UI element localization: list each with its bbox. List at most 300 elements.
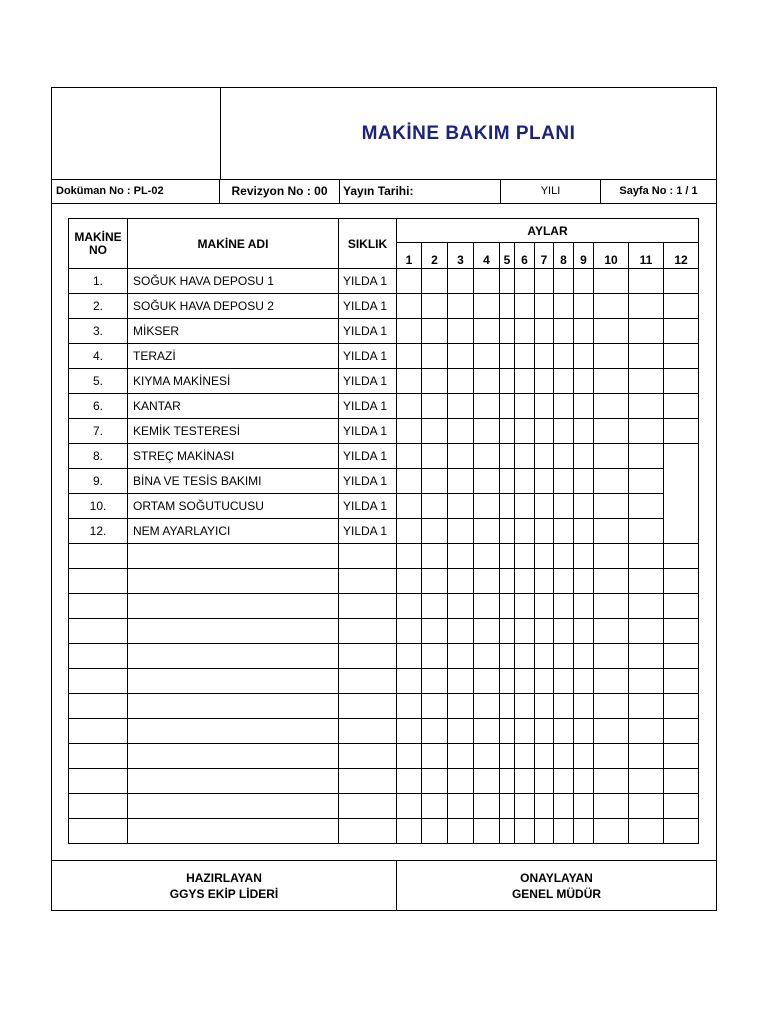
month-cell [422,419,448,444]
table-row [69,294,699,319]
month-cell [664,369,699,394]
month-cell [574,819,594,844]
machine-no-cell: 9. [69,469,128,494]
month-cell [500,394,515,419]
month-cell [397,669,422,694]
month-cell [474,569,500,594]
month-cell [515,769,535,794]
month-cell [629,819,664,844]
month-cell [500,319,515,344]
machine-name-cell [128,694,339,719]
month-cell [554,444,574,469]
month-cell [448,294,474,319]
month-cell [515,394,535,419]
month-cell [515,519,535,544]
month-cell [664,594,699,619]
month-cell [664,444,699,544]
machine-name-cell [128,594,339,619]
month-cell [515,269,535,294]
month-cell [500,644,515,669]
month-cell [397,794,422,819]
month-cell [664,694,699,719]
month-cell [594,644,629,669]
table-row [69,344,699,369]
month-cell [535,444,554,469]
month-cell [664,644,699,669]
month-cell [574,469,594,494]
month-cell [554,319,574,344]
machine-no-cell [69,819,128,844]
machine-no-cell: 7. [69,419,128,444]
month-cell [574,669,594,694]
machine-no-cell: 1. [69,269,128,294]
month-cell [535,694,554,719]
month-cell [422,319,448,344]
month-cell [474,269,500,294]
month-cell [500,444,515,469]
month-cell [397,644,422,669]
header-month: 2 [422,243,448,269]
month-cell [515,494,535,519]
month-cell [629,644,664,669]
month-cell [629,519,664,544]
month-cell [500,794,515,819]
month-cell [515,444,535,469]
month-cell [574,544,594,569]
month-cell [594,744,629,769]
header-month: 3 [448,243,474,269]
header-month: 8 [554,243,574,269]
month-cell [448,694,474,719]
month-cell [500,619,515,644]
month-cell [397,619,422,644]
prepared-by-block [52,861,397,911]
month-cell [448,519,474,544]
month-cell [422,494,448,519]
month-cell [397,594,422,619]
month-cell [594,469,629,494]
month-cell [397,469,422,494]
month-cell [594,569,629,594]
month-cell [500,519,515,544]
month-cell [554,494,574,519]
month-cell [594,419,629,444]
frequency-cell [339,819,397,844]
machine-name-cell: TERAZİ [128,344,339,369]
frequency-cell: YILDA 1 [339,419,397,444]
month-cell [535,544,554,569]
machine-name-cell [128,794,339,819]
month-cell [664,669,699,694]
machine-name-cell: KANTAR [128,394,339,419]
month-cell [515,619,535,644]
frequency-cell: YILDA 1 [339,494,397,519]
month-cell [574,294,594,319]
machine-no-cell [69,694,128,719]
month-cell [515,594,535,619]
month-cell [574,694,594,719]
machine-name-cell: ORTAM SOĞUTUCUSU [128,494,339,519]
month-cell [422,669,448,694]
month-cell [535,569,554,594]
month-cell [397,269,422,294]
month-cell [500,594,515,619]
logo-area [52,88,221,179]
month-cell [554,369,574,394]
month-cell [574,644,594,669]
frequency-cell: YILDA 1 [339,319,397,344]
table-row [69,619,699,644]
month-cell [422,344,448,369]
month-cell [574,419,594,444]
month-cell [629,594,664,619]
month-cell [629,294,664,319]
month-cell [629,444,664,469]
month-cell [629,769,664,794]
table-row [69,769,699,794]
month-cell [629,494,664,519]
month-cell [574,594,594,619]
table-row [69,419,699,444]
month-cell [574,769,594,794]
month-cell [515,369,535,394]
header-month: 7 [535,243,554,269]
header-machine-no [69,219,128,269]
month-cell [554,294,574,319]
month-cell [535,494,554,519]
month-cell [535,469,554,494]
month-cell [474,444,500,469]
table-header-row [69,219,699,243]
month-cell [474,369,500,394]
month-cell [574,794,594,819]
month-cell [554,569,574,594]
month-cell [629,344,664,369]
frequency-cell: YILDA 1 [339,269,397,294]
machine-no-cell [69,544,128,569]
month-cell [474,544,500,569]
month-cell [629,469,664,494]
approved-by-block [397,861,716,911]
month-cell [474,769,500,794]
month-cell [554,344,574,369]
machine-name-cell: KEMİK TESTERESİ [128,419,339,444]
month-cell [500,344,515,369]
month-cell [422,369,448,394]
month-cell [474,394,500,419]
month-cell [397,444,422,469]
month-cell [500,494,515,519]
approved-title: ONAYLAYAN [520,871,593,885]
header-machine-no-line1: MAKİNE [74,229,122,244]
month-cell [594,769,629,794]
month-cell [422,744,448,769]
month-cell [554,794,574,819]
month-cell [422,719,448,744]
table-row [69,544,699,569]
month-cell [629,394,664,419]
month-cell [397,519,422,544]
document-number: Doküman No : PL-02 [52,179,220,203]
month-cell [448,669,474,694]
page-number: Sayfa No : 1 / 1 [619,185,698,197]
month-cell [574,269,594,294]
machine-no-cell [69,744,128,769]
month-cell [448,569,474,594]
month-cell [474,494,500,519]
frequency-cell [339,794,397,819]
month-cell [500,819,515,844]
month-cell [594,794,629,819]
frequency-cell: YILDA 1 [339,294,397,319]
machine-no-cell [69,619,128,644]
month-cell [594,619,629,644]
table-row [69,594,699,619]
month-cell [500,269,515,294]
month-cell [554,669,574,694]
month-cell [629,744,664,769]
machine-name-cell: MİKSER [128,319,339,344]
month-cell [474,419,500,444]
month-cell [574,319,594,344]
frequency-cell [339,569,397,594]
machine-name-cell: NEM AYARLAYICI [128,519,339,544]
header-month: 11 [629,243,664,269]
month-cell [515,569,535,594]
frequency-cell: YILDA 1 [339,344,397,369]
approved-by: GENEL MÜDÜR [511,887,602,901]
frequency-cell [339,669,397,694]
month-cell [422,544,448,569]
frequency-cell: YILDA 1 [339,394,397,419]
month-cell [500,669,515,694]
document-page [51,87,717,911]
month-cell [448,744,474,769]
month-cell [554,644,574,669]
month-cell [448,494,474,519]
month-cell [397,544,422,569]
frequency-cell [339,619,397,644]
month-cell [422,269,448,294]
frequency-cell [339,694,397,719]
month-cell [535,644,554,669]
machine-name-cell: SOĞUK HAVA DEPOSU 2 [128,294,339,319]
machine-no-cell [69,769,128,794]
month-cell [474,694,500,719]
month-cell [629,544,664,569]
month-cell [448,644,474,669]
month-cell [448,319,474,344]
month-cell [594,319,629,344]
machine-no-cell [69,644,128,669]
month-cell [448,369,474,394]
month-cell [397,569,422,594]
month-cell [500,719,515,744]
month-cell [515,544,535,569]
month-cell [535,369,554,394]
month-cell [535,269,554,294]
month-cell [448,819,474,844]
table-row [69,269,699,294]
month-cell [629,619,664,644]
month-cell [422,294,448,319]
machine-no-cell: 2. [69,294,128,319]
month-cell [397,694,422,719]
month-cell [554,394,574,419]
table-row [69,569,699,594]
month-cell [448,794,474,819]
month-cell [515,669,535,694]
frequency-cell [339,544,397,569]
header-month: 6 [515,243,535,269]
month-cell [448,344,474,369]
machine-no-cell: 6. [69,394,128,419]
machine-no-cell: 5. [69,369,128,394]
month-cell [397,369,422,394]
frequency-cell: YILDA 1 [339,519,397,544]
table-row [69,694,699,719]
month-cell [574,444,594,469]
month-cell [554,769,574,794]
machine-name-cell [128,569,339,594]
month-cell [397,719,422,744]
month-cell [629,269,664,294]
month-cell [500,569,515,594]
month-cell [448,544,474,569]
machine-no-cell [69,794,128,819]
month-cell [535,294,554,319]
month-cell [422,644,448,669]
month-cell [664,294,699,319]
month-cell [422,394,448,419]
frequency-cell [339,744,397,769]
month-cell [574,394,594,419]
month-cell [629,694,664,719]
frequency-cell [339,719,397,744]
month-cell [515,469,535,494]
month-cell [474,819,500,844]
table-row [69,519,699,544]
month-cell [629,419,664,444]
month-cell [629,369,664,394]
month-cell [664,394,699,419]
table-row [69,669,699,694]
month-cell [629,569,664,594]
month-cell [515,744,535,769]
machine-no-cell [69,719,128,744]
header-frequency: SIKLIK [339,219,397,269]
month-cell [554,594,574,619]
month-cell [594,544,629,569]
machine-name-cell [128,544,339,569]
machine-name-cell: SOĞUK HAVA DEPOSU 1 [128,269,339,294]
month-cell [422,619,448,644]
month-cell [397,394,422,419]
header-machine-name: MAKİNE ADI [128,219,339,269]
month-cell [500,544,515,569]
month-cell [664,269,699,294]
header-month: 12 [664,243,699,269]
month-cell [554,619,574,644]
frequency-cell [339,769,397,794]
month-cell [500,769,515,794]
month-cell [554,744,574,769]
month-cell [474,294,500,319]
month-cell [664,419,699,444]
month-cell [397,419,422,444]
month-cell [535,769,554,794]
document-info-row [52,179,716,204]
month-cell [594,444,629,469]
header-months-group: AYLAR [397,219,699,243]
table-row [69,719,699,744]
month-cell [574,744,594,769]
month-cell [474,669,500,694]
month-cell [397,494,422,519]
month-cell [515,819,535,844]
machine-name-cell [128,744,339,769]
month-cell [515,694,535,719]
month-cell [574,369,594,394]
frequency-cell [339,594,397,619]
month-cell [448,469,474,494]
table-row [69,444,699,469]
month-cell [397,744,422,769]
month-cell [397,769,422,794]
frequency-cell: YILDA 1 [339,469,397,494]
month-cell [535,719,554,744]
month-cell [474,519,500,544]
month-cell [664,619,699,644]
month-cell [629,794,664,819]
month-cell [535,394,554,419]
table-row [69,494,699,519]
month-cell [422,819,448,844]
month-cell [515,644,535,669]
machine-no-cell: 3. [69,319,128,344]
month-cell [500,744,515,769]
machine-no-cell: 12. [69,519,128,544]
machine-no-cell [69,594,128,619]
month-cell [664,744,699,769]
table-row [69,819,699,844]
month-cell [594,344,629,369]
header-machine-no-line2: NO [89,242,107,257]
month-cell [500,419,515,444]
maintenance-plan-table [68,218,699,844]
month-cell [664,344,699,369]
month-cell [422,694,448,719]
machine-name-cell: KIYMA MAKİNESİ [128,369,339,394]
month-cell [574,519,594,544]
month-cell [448,769,474,794]
month-cell [594,394,629,419]
month-cell [515,719,535,744]
revision-number: Revizyon No : 00 [220,179,340,203]
month-cell [574,344,594,369]
header-month: 9 [574,243,594,269]
month-cell [664,569,699,594]
month-cell [474,794,500,819]
month-cell [554,269,574,294]
publish-date: Yayın Tarihi: [340,179,501,203]
machine-name-cell [128,669,339,694]
month-cell [422,444,448,469]
signature-footer [52,860,716,911]
month-cell [500,694,515,719]
month-cell [664,544,699,569]
month-cell [535,794,554,819]
